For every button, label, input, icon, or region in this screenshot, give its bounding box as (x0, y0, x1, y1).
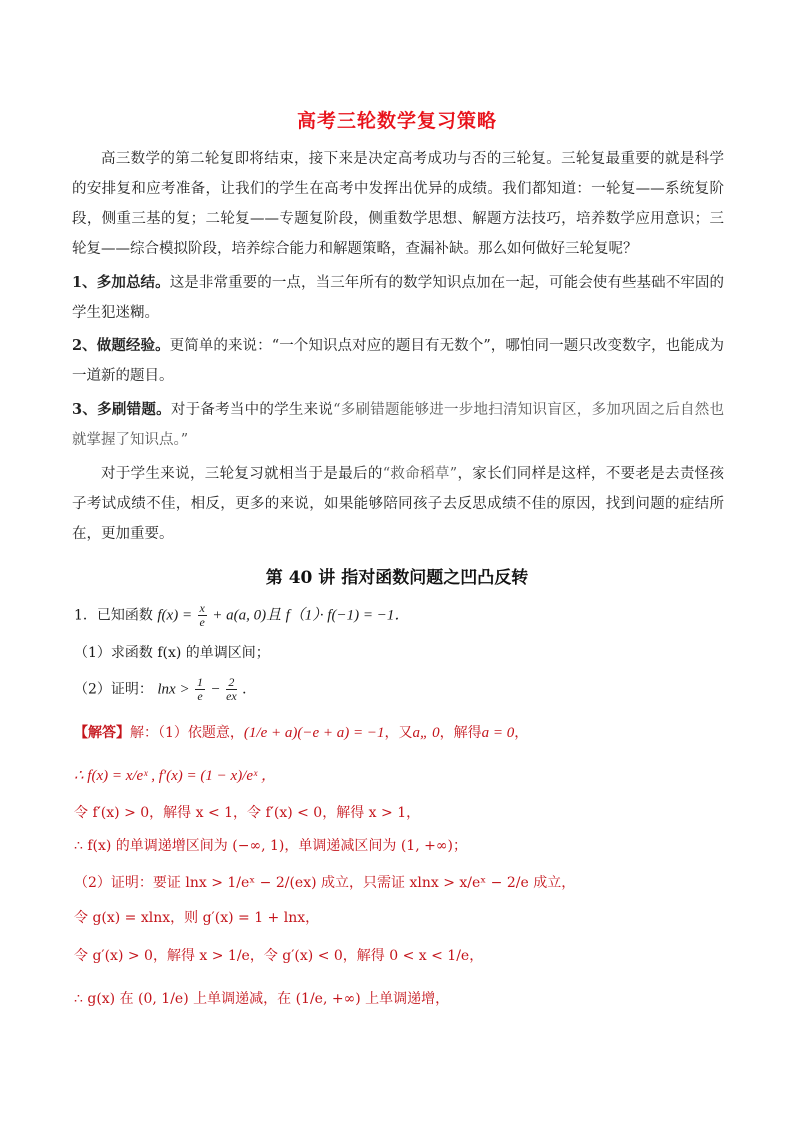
question-2-dot: ． (242, 681, 257, 698)
solution-l1-e: a = 0 (481, 725, 515, 741)
point-3-quote: “多刷错题能够进一步地扫清知识盲区，多加巩固之后自然也就掌握了知识点。” (72, 402, 724, 448)
point-3-heading: 3、多刷错题。 (72, 401, 171, 418)
solution-l1-f: ， (514, 725, 529, 741)
problem-fraction-x-over-ex (198, 602, 207, 629)
solution-l1-math: (1/e + a)(−e + a) = −1 (243, 725, 385, 741)
question-2-minus: − (210, 681, 221, 698)
problem-condition: f（1）· f(−1) = −1． (285, 607, 410, 624)
frac-num: 2 (226, 676, 237, 690)
question-2 (74, 676, 256, 703)
solution-l1-b: ，又 (384, 725, 413, 741)
problem-intro: 1．已知函数 (74, 607, 153, 624)
point-1 (72, 268, 724, 328)
solution-tag: 【解答】 (74, 725, 130, 741)
frac-den: e (197, 689, 203, 703)
problem-f-lhs: f(x) = (157, 607, 193, 624)
solution-line-3: 令 f′(x) > 0，解得 x < 1，令 f′(x) < 0，解得 x > 1， (74, 805, 421, 821)
point-2 (72, 331, 724, 391)
point-3 (72, 395, 724, 455)
closing-paragraph (72, 459, 724, 549)
solution-l1-c: a„ 0 (412, 725, 440, 741)
lecture-heading: 第 40 讲 指对函数问题之凹凸反转 (265, 568, 529, 588)
problem-f-rhs: + a(a, 0)且 (212, 607, 282, 624)
solution-line-2: ∴ f(x) = x/eˣ , f′(x) = (1 − x)/eˣ ， (74, 768, 276, 784)
question-1: （1）求函数 f(x) 的单调区间； (74, 645, 270, 661)
solution-line-5: （2）证明：要证 lnx > 1/eˣ − 2/(ex) 成立，只需证 xlnx > x/eˣ − 2/e 成立， (74, 875, 576, 891)
solution-line-4: ∴ f(x) 的单调递增区间为 (−∞, 1)，单调递减区间为 (1, +∞)； (74, 838, 467, 854)
question-2-frac-1 (195, 676, 205, 703)
question-2-lhs: lnx > (157, 681, 190, 698)
solution-line-6: 令 g(x) = xlnx，则 g′(x) = 1 + lnx， (74, 910, 320, 926)
intro-paragraph: 高三数学的第二轮复即将结束，接下来是决定高考成功与否的三轮复。三轮复最重要的就是科学的安排复和应考准备，让我们的学生在高考中发挥出优异的成绩。我们都知道：一轮复——系统复阶段，侧重三基的复；二轮复——专题复阶段，侧重数学思想、解题方法技巧，培养数学应用意识；三轮复——综合模拟阶段，培养综合能力和解题策略，查漏补缺。那么如何做好三轮复呢？ (72, 151, 724, 257)
question-2-frac-2 (226, 676, 237, 703)
frac-den: e (199, 615, 205, 629)
page-title: 高考三轮数学复习策略 (296, 110, 497, 132)
closing-quote: “救命稻草” (382, 466, 458, 482)
point-2-text: 更简单的来说：“一个知识点对应的题目有无数个”，哪怕同一题只改变数字，也能成为一道新的题目。 (72, 338, 725, 384)
solution-l1-a: 解：（1）依题意， (130, 725, 244, 741)
solution-l1-d: ，解得 (439, 725, 482, 741)
problem-statement (74, 602, 409, 629)
point-2-heading: 2、做题经验。 (72, 337, 170, 354)
point-1-text: 这是非常重要的一点，当三年所有的数学知识点加在一起，可能会使有些基础不牢固的学生犯迷糊。 (72, 275, 725, 321)
closing-text-a: 对于学生来说，三轮复习就相当于是最后的 (101, 466, 383, 482)
solution-line-7: 令 g′(x) > 0，解得 x > 1/e，令 g′(x) < 0，解得 0 < x < 1/e， (74, 948, 484, 964)
frac-num: x (199, 601, 205, 615)
closing-text-b: ，家长们同样是这样，不要老是去责怪孩子考试成绩不佳，相反，更多的来说，如果能够陪同孩子去反思成绩不佳的原因，找到问题的症结所在，更加重要。 (72, 466, 724, 542)
frac-den: ex (226, 689, 237, 703)
question-2-label: （2）证明： (74, 681, 153, 698)
point-3-text-a: 对于备考当中的学生来说 (170, 402, 334, 418)
solution-line-1 (74, 722, 528, 742)
solution-line-8: ∴ g(x) 在 (0, 1/e) 上单调递减，在 (1/e, +∞) 上单调递增， (74, 991, 450, 1007)
frac-num: 1 (197, 675, 204, 689)
point-1-heading: 1、多加总结。 (72, 274, 170, 291)
